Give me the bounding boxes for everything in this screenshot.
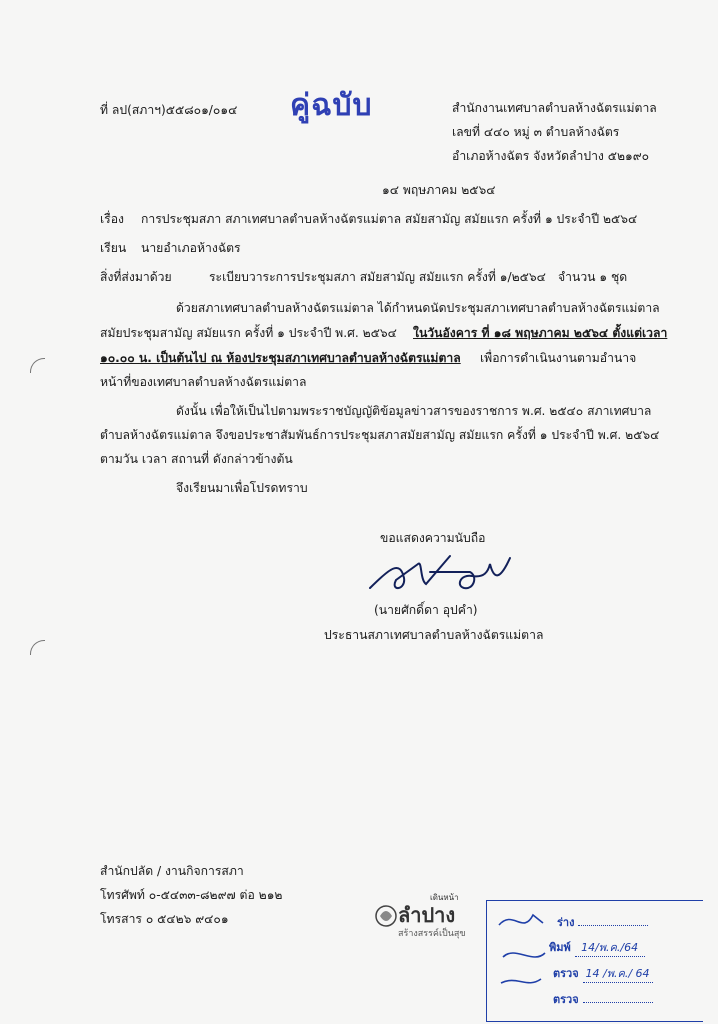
enclosure-quantity: จำนวน ๑ ชุด bbox=[558, 270, 628, 284]
reference-number: ที่ ลป(สภาฯ)๕๕๘๐๑/๐๑๔ bbox=[100, 103, 238, 117]
subject-label: เรื่อง bbox=[100, 212, 124, 226]
draft-row-value bbox=[578, 925, 648, 926]
svg-text:สร้างสรรค์เป็นสุข: สร้างสรรค์เป็นสุข bbox=[398, 929, 466, 939]
office-name: สำนักงานเทศบาลตำบลห้างฉัตรแม่ตาล bbox=[452, 101, 657, 115]
body-p2-line2: ตำบลห้างฉัตรแม่ตาล จึงขอประชาสัมพันธ์การประชุมสภาสมัยสามัญ สมัยแรก ครั้งที่ ๑ ประจำปี พ.ศ. ๒๕๖๔ bbox=[100, 428, 660, 442]
svg-text:เดินหน้า: เดินหน้า bbox=[430, 893, 459, 902]
office-address-1: เลขที่ ๔๔๐ หมู่ ๓ ตำบลห้างฉัตร bbox=[452, 125, 620, 139]
checked-row-2 bbox=[553, 990, 653, 1008]
draft-row-label: ร่าง bbox=[557, 916, 575, 929]
office-address-2: อำเภอห้างฉัตร จังหวัดลำปาง ๕๒๑๙๐ bbox=[452, 149, 650, 163]
body-p1-line1: ด้วยสภาเทศบาลตำบลห้างฉัตรแม่ตาล ได้กำหนดนัดประชุมสภาเทศบาลตำบลห้างฉัตรแม่ตาล bbox=[176, 301, 660, 315]
enclosure-label: สิ่งที่ส่งมาด้วย bbox=[100, 270, 172, 284]
body-p2-line1: ดังนั้น เพื่อให้เป็นไปตามพระราชบัญญัติข้อมูลข่าวสารของราชการ พ.ศ. ๒๕๔๐ สภาเทศบาล bbox=[176, 404, 652, 418]
document-date: ๑๔ พฤษภาคม ๒๕๖๔ bbox=[382, 183, 496, 197]
meeting-date-highlight: ในวันอังคาร ที่ ๑๘ พฤษภาคม ๒๕๖๔ ตั้งแต่เวลา bbox=[413, 326, 668, 340]
punch-hole-mark bbox=[30, 358, 45, 373]
body-p1-line3b: เพื่อการดำเนินงานตามอำนาจ bbox=[480, 351, 637, 365]
body-p1-line2a: สมัยประชุมสามัญ สมัยแรก ครั้งที่ ๑ ประจำปี พ.ศ. ๒๕๖๔ bbox=[100, 326, 397, 340]
to-label: เรียน bbox=[100, 241, 127, 255]
body-p2-line3: ตามวัน เวลา สถานที่ ดังกล่าวข้างต้น bbox=[100, 452, 293, 466]
punch-hole-mark bbox=[30, 640, 45, 655]
draft-check-box bbox=[486, 900, 703, 1022]
typed-row bbox=[549, 938, 645, 957]
handwritten-signature bbox=[360, 550, 520, 602]
signer-name: (นายศักดิ์ดา อุปคำ) bbox=[374, 603, 478, 617]
typed-row-label: พิมพ์ bbox=[549, 941, 571, 954]
checked-row-1 bbox=[553, 964, 653, 983]
checked-row-1-value: 14 /พ.ค./ 64 bbox=[583, 964, 653, 983]
svg-text:ลำปาง: ลำปาง bbox=[398, 903, 456, 927]
meeting-place-highlight: ๑๐.๐๐ น. เป็นต้นไป ณ ห้องประชุมสภาเทศบาลตำบลห้างฉัตรแม่ตาล bbox=[100, 351, 461, 365]
draft-row bbox=[557, 913, 648, 931]
body-p3: จึงเรียนมาเพื่อโปรดทราบ bbox=[176, 481, 308, 495]
subject-text: การประชุมสภา สภาเทศบาลตำบลห้างฉัตรแม่ตาล สมัยสามัญ สมัยแรก ครั้งที่ ๑ ประจำปี ๒๕๖๔ bbox=[141, 212, 638, 226]
enclosure-text: ระเบียบวาระการประชุมสภา สมัยสามัญ สมัยแรก ครั้งที่ ๑/๒๕๖๔ bbox=[209, 270, 546, 284]
footer-fax: โทรสาร ๐ ๕๔๒๖ ๙๔๐๑ bbox=[100, 912, 229, 926]
to-text: นายอำเภอห้างฉัตร bbox=[141, 241, 241, 255]
checked-row-1-label: ตรวจ bbox=[553, 967, 579, 980]
copy-stamp: คู่ฉบับ bbox=[290, 88, 373, 123]
body-p1-line4: หน้าที่ของเทศบาลตำบลห้างฉัตรแม่ตาล bbox=[100, 375, 307, 389]
typed-row-value: 14/พ.ค./64 bbox=[575, 938, 645, 957]
lampang-logo bbox=[372, 886, 472, 946]
lampang-logo-icon bbox=[372, 886, 472, 946]
checked-row-2-label: ตรวจ bbox=[553, 993, 579, 1006]
checked-row-2-value bbox=[583, 1002, 653, 1003]
signer-position: ประธานสภาเทศบาลตำบลห้างฉัตรแม่ตาล bbox=[324, 628, 544, 642]
closing-text: ขอแสดงความนับถือ bbox=[380, 531, 486, 545]
footer-department: สำนักปลัด / งานกิจการสภา bbox=[100, 864, 244, 878]
footer-phone: โทรศัพท์ ๐-๕๔๓๓-๘๒๙๗ ต่อ ๒๑๒ bbox=[100, 888, 283, 902]
initials-scribble-icon bbox=[493, 905, 553, 1015]
